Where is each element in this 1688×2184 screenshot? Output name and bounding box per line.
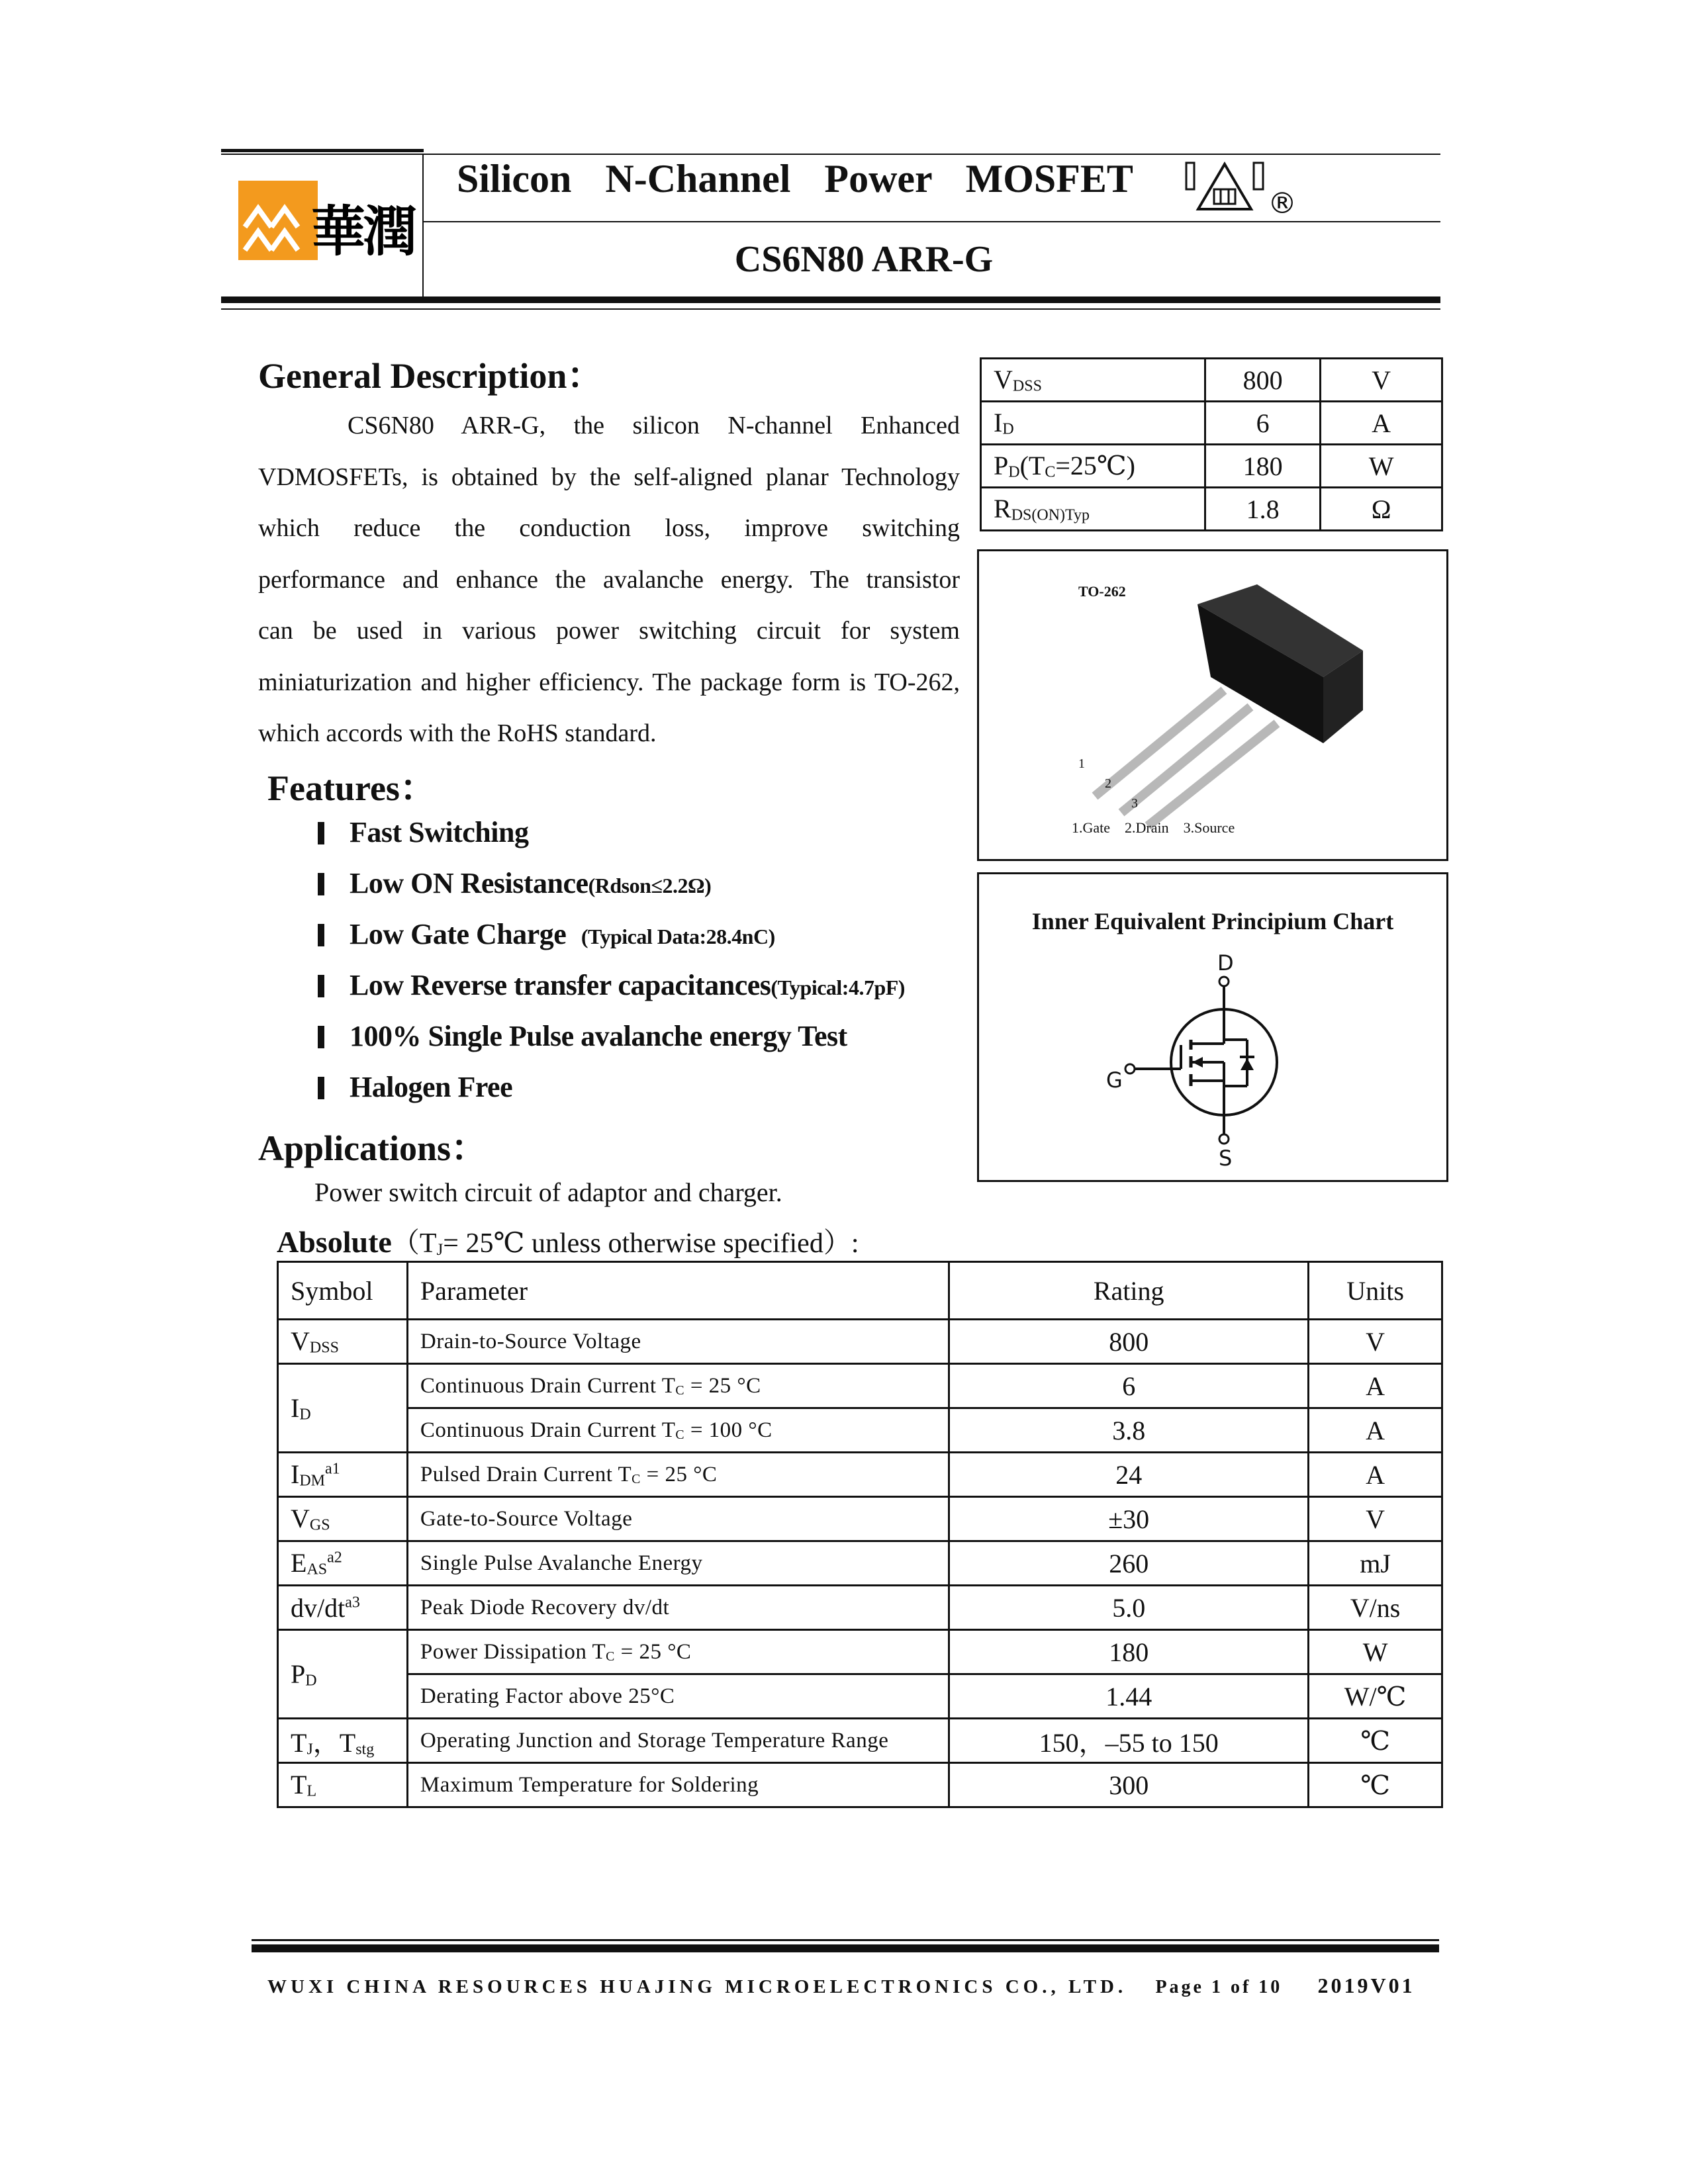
- summary-value: 1.8: [1205, 488, 1321, 531]
- summary-unit: A: [1321, 402, 1442, 445]
- row-unit: A: [1309, 1453, 1442, 1497]
- table-row: [278, 1364, 1442, 1408]
- bullet-icon: [318, 975, 324, 997]
- feature-item: Low Reverse transfer capacitances(Typical:4.7pF): [318, 968, 905, 1002]
- certification-mark-icon: [1185, 159, 1264, 214]
- row-symbol: $V_{DSS}$: [278, 1320, 408, 1364]
- summary-unit: Ω: [1321, 488, 1442, 531]
- footer-company: WUXI CHINA RESOURCES HUAJING MICROELECTRONICS CO., LTD.: [267, 1976, 1127, 1997]
- row-parameter: Maximum Temperature for Soldering: [407, 1763, 949, 1807]
- summary-symbol: $R_{DS(ON)Typ}$: [981, 488, 1205, 531]
- chart-title: Inner Equivalent Principium Chart: [1031, 908, 1394, 934]
- header-symbol: Symbol: [278, 1262, 408, 1320]
- table-row: [981, 488, 1442, 531]
- feature-item: Halogen Free: [318, 1070, 512, 1104]
- logo-mark-icon: [238, 181, 318, 260]
- footer-page-number: Page 1 of 10: [1155, 1977, 1283, 1997]
- summary-symbol: $V_{DSS}$: [981, 359, 1205, 402]
- row-parameter: Drain-to-Source Voltage: [407, 1320, 949, 1364]
- row-rating: 300: [949, 1763, 1309, 1807]
- desc-line: VDMOSFETs, is obtained by the self-aligned planar Technology: [258, 463, 960, 491]
- row-rating: ±30: [949, 1497, 1309, 1541]
- feature-item: 100% Single Pulse avalanche energy Test: [318, 1019, 847, 1053]
- row-unit: A: [1309, 1364, 1442, 1408]
- table-row: [981, 359, 1442, 402]
- row-rating: 1.44: [949, 1674, 1309, 1719]
- applications-text: Power switch circuit of adaptor and charger.: [314, 1177, 782, 1207]
- part-number: CS6N80 ARR-G: [734, 239, 994, 280]
- to262-package-icon: [1058, 578, 1429, 829]
- summary-table: [980, 357, 1443, 531]
- general-description-text: [258, 400, 960, 760]
- general-description-heading: General Description：: [258, 356, 603, 396]
- absolute-ratings-title: $Absolute(T_J=$ 25℃ unless otherwise specified）:: [277, 1225, 859, 1259]
- summary-value: 180: [1205, 445, 1321, 488]
- table-row: [278, 1320, 1442, 1364]
- header-mid-rule: [424, 221, 1440, 222]
- pin-number: 2: [1105, 776, 1111, 791]
- header-parameter: Parameter: [407, 1262, 949, 1320]
- footer: [267, 1974, 1415, 1998]
- pin-number: 3: [1131, 796, 1138, 811]
- summary-value: 6: [1205, 402, 1321, 445]
- feature-item: Fast Switching: [318, 815, 528, 849]
- desc-line: performance and enhance the avalanche energy. The transistor: [258, 565, 960, 594]
- row-unit: W: [1309, 1630, 1442, 1674]
- row-rating: 3.8: [949, 1408, 1309, 1453]
- feature-item: Low Gate Charge (Typical Data:28.4nC): [318, 917, 775, 951]
- desc-line: miniaturization and higher efficiency. The package form is TO-262,: [258, 668, 960, 696]
- row-unit: A: [1309, 1408, 1442, 1453]
- row-rating: 260: [949, 1541, 1309, 1586]
- mosfet-symbol-icon: [1118, 974, 1284, 1146]
- row-parameter: Continuous Drain Current $T_C = 25$ °C: [407, 1364, 949, 1408]
- row-unit: V: [1309, 1320, 1442, 1364]
- package-image: [977, 549, 1448, 861]
- bullet-icon: [318, 924, 324, 946]
- pin-number: 1: [1078, 756, 1085, 771]
- row-rating: 150，–55 to 150: [949, 1719, 1309, 1763]
- table-row: [981, 402, 1442, 445]
- summary-unit: V: [1321, 359, 1442, 402]
- footer-rule-thick: [252, 1944, 1439, 1952]
- bullet-icon: [318, 822, 324, 844]
- row-rating: 5.0: [949, 1586, 1309, 1630]
- desc-line: can be used in various power switching circuit for system: [258, 617, 960, 645]
- table-row: [278, 1408, 1442, 1453]
- row-unit: ℃: [1309, 1719, 1442, 1763]
- row-rating: 6: [949, 1364, 1309, 1408]
- row-symbol: $dv/dt^{a3}$: [278, 1586, 408, 1630]
- applications-heading: Applications：: [258, 1128, 487, 1168]
- table-row: [278, 1719, 1442, 1763]
- table-header-row: [278, 1262, 1442, 1320]
- row-rating: 24: [949, 1453, 1309, 1497]
- company-logo: [225, 156, 424, 301]
- row-parameter: Single Pulse Avalanche Energy: [407, 1541, 949, 1586]
- table-row: [278, 1763, 1442, 1807]
- features-heading: Features：: [267, 768, 436, 808]
- pin-names: 1.Gate 2.Drain 3.Source: [1072, 819, 1235, 836]
- table-row: [278, 1497, 1442, 1541]
- row-unit: ℃: [1309, 1763, 1442, 1807]
- row-symbol: $P_D$: [278, 1630, 408, 1719]
- row-unit: V: [1309, 1497, 1442, 1541]
- logo-text: 華潤: [311, 201, 415, 263]
- row-parameter: Pulsed Drain Current $T_C = 25$ °C: [407, 1453, 949, 1497]
- row-rating: 180: [949, 1630, 1309, 1674]
- feature-item: Low ON Resistance(Rdson≤2.2Ω): [318, 866, 711, 900]
- drain-label: D: [1217, 950, 1234, 976]
- row-symbol: $E_{AS}^{a2}$: [278, 1541, 408, 1586]
- table-row: [278, 1674, 1442, 1719]
- footer-rule-thin: [252, 1939, 1439, 1941]
- summary-unit: W: [1321, 445, 1442, 488]
- header-rating: Rating: [949, 1262, 1309, 1320]
- summary-symbol: $I_D$: [981, 402, 1205, 445]
- header-units: Units: [1309, 1262, 1442, 1320]
- row-symbol: $I_{DM}^{a1}$: [278, 1453, 408, 1497]
- table-row: [278, 1630, 1442, 1674]
- row-parameter: Power Dissipation $T_C = 25$ °C: [407, 1630, 949, 1674]
- row-unit: V/ns: [1309, 1586, 1442, 1630]
- bullet-icon: [318, 1077, 324, 1099]
- row-symbol: $T_J$，$T_{stg}$: [278, 1719, 408, 1763]
- bullet-icon: [318, 873, 324, 895]
- source-label: S: [1219, 1146, 1233, 1171]
- row-parameter: Continuous Drain Current $T_C = 100$ °C: [407, 1408, 949, 1453]
- summary-value: 800: [1205, 359, 1321, 402]
- row-parameter: Operating Junction and Storage Temperature Range: [407, 1719, 949, 1763]
- absolute-ratings-table: [277, 1261, 1443, 1808]
- table-row: [278, 1453, 1442, 1497]
- page-title: Silicon N-Channel Power MOSFET: [457, 157, 1133, 201]
- row-parameter: Peak Diode Recovery dv/dt: [407, 1586, 949, 1630]
- bullet-icon: [318, 1026, 324, 1048]
- desc-line: which accords with the RoHS standard.: [258, 719, 657, 747]
- row-unit: mJ: [1309, 1541, 1442, 1586]
- gate-label: G: [1106, 1068, 1123, 1093]
- desc-line: which reduce the conduction loss, improve switching: [258, 514, 960, 542]
- package-label: TO-262: [1078, 583, 1126, 600]
- row-symbol: $I_D$: [278, 1364, 408, 1453]
- summary-symbol: $P_D(T_C=25℃)$: [981, 445, 1205, 488]
- row-unit: W/℃: [1309, 1674, 1442, 1719]
- row-rating: 800: [949, 1320, 1309, 1364]
- footer-version: 2019V01: [1317, 1974, 1415, 1997]
- registered-mark: ®: [1268, 187, 1297, 220]
- header-top-rule-thin: [221, 154, 1440, 155]
- table-row: [278, 1541, 1442, 1586]
- header-top-rule: [221, 149, 424, 152]
- header-bottom-rule-thin: [221, 308, 1440, 310]
- row-symbol: $V_{GS}$: [278, 1497, 408, 1541]
- row-parameter: Derating Factor above 25°C: [407, 1674, 949, 1719]
- row-symbol: $T_L$: [278, 1763, 408, 1807]
- table-row: [278, 1586, 1442, 1630]
- equivalent-circuit-chart: [977, 872, 1448, 1182]
- desc-line: CS6N80 ARR-G, the silicon N-channel Enhanced: [348, 412, 960, 439]
- row-parameter: Gate-to-Source Voltage: [407, 1497, 949, 1541]
- table-row: [981, 445, 1442, 488]
